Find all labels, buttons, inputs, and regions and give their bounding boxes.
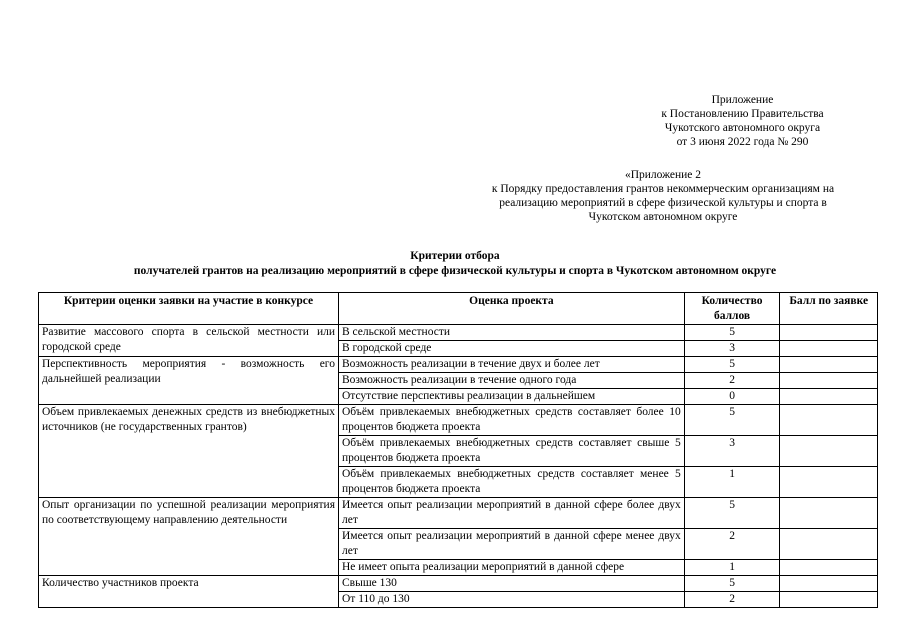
points-cell: 5 (684, 576, 780, 592)
option-cell: От 110 до 130 (339, 592, 685, 608)
score-cell[interactable] (780, 357, 878, 373)
header-score: Балл по заявке (780, 293, 878, 325)
option-cell: Не имеет опыта реализации мероприятий в данной сфере (339, 560, 685, 576)
score-cell[interactable] (780, 498, 878, 529)
header-assessment: Оценка проекта (339, 293, 685, 325)
table-header-row (39, 293, 878, 325)
points-cell: 5 (684, 357, 780, 373)
option-cell: Отсутствие перспективы реализации в дальнейшем (339, 389, 685, 405)
table-row (39, 325, 878, 341)
approval-line: к Постановлению Правительства (661, 108, 824, 120)
table-row (39, 405, 878, 436)
title-line: получателей грантов на реализацию мероприятий в сфере физической культуры и спорта в Чукотском автономном округе (133, 265, 777, 277)
annex-line: к Порядку предоставления грантов некоммерческим организациям на (491, 183, 835, 195)
option-cell: Имеется опыт реализации мероприятий в данной сфере более двух лет (339, 498, 685, 529)
annex-block (458, 168, 868, 224)
option-cell: Возможность реализации в течение двух и более лет (339, 357, 685, 373)
option-cell: Объём привлекаемых внебюджетных средств составляет более 10 процентов бюджета проекта (339, 405, 685, 436)
score-cell[interactable] (780, 576, 878, 592)
score-cell[interactable] (780, 560, 878, 576)
points-cell: 5 (684, 498, 780, 529)
score-cell[interactable] (780, 467, 878, 498)
score-cell[interactable] (780, 389, 878, 405)
title-line: Критерии отбора (410, 250, 500, 262)
table-row (39, 498, 878, 529)
approval-block (640, 93, 845, 149)
option-cell: Имеется опыт реализации мероприятий в данной сфере менее двух лет (339, 529, 685, 560)
document-title (40, 249, 870, 279)
header-criteria: Критерии оценки заявки на участие в конкурсе (39, 293, 339, 325)
points-cell: 2 (684, 373, 780, 389)
criteria-table (38, 292, 878, 608)
header-points: Количество баллов (684, 293, 780, 325)
points-cell: 2 (684, 529, 780, 560)
points-cell: 5 (684, 325, 780, 341)
approval-line: Приложение (711, 94, 774, 106)
option-cell: В городской среде (339, 341, 685, 357)
option-cell: Свыше 130 (339, 576, 685, 592)
points-cell: 0 (684, 389, 780, 405)
approval-line: от 3 июня 2022 года № 290 (676, 136, 809, 148)
criterion-cell: Объем привлекаемых денежных средств из внебюджетных источников (не государственных грантов) (39, 405, 339, 498)
criterion-cell: Опыт организации по успешной реализации мероприятия по соответствующему направлению деятельности (39, 498, 339, 576)
criterion-cell: Количество участников проекта (39, 576, 339, 608)
table-row (39, 357, 878, 373)
option-cell: Объём привлекаемых внебюджетных средств составляет менее 5 процентов бюджета проекта (339, 467, 685, 498)
score-cell[interactable] (780, 529, 878, 560)
table-row (39, 576, 878, 592)
points-cell: 3 (684, 341, 780, 357)
points-cell: 1 (684, 467, 780, 498)
score-cell[interactable] (780, 405, 878, 436)
points-cell: 3 (684, 436, 780, 467)
score-cell[interactable] (780, 325, 878, 341)
score-cell[interactable] (780, 592, 878, 608)
annex-line: Чукотском автономном округе (588, 211, 738, 223)
points-cell: 5 (684, 405, 780, 436)
points-cell: 2 (684, 592, 780, 608)
criterion-cell: Развитие массового спорта в сельской местности или городской среде (39, 325, 339, 357)
criterion-cell: Перспективность мероприятия - возможность его дальнейшей реализации (39, 357, 339, 405)
points-cell: 1 (684, 560, 780, 576)
option-cell: В сельской местности (339, 325, 685, 341)
score-cell[interactable] (780, 341, 878, 357)
approval-line: Чукотского автономного округа (664, 122, 821, 134)
option-cell: Объём привлекаемых внебюджетных средств составляет свыше 5 процентов бюджета проекта (339, 436, 685, 467)
score-cell[interactable] (780, 373, 878, 389)
annex-line: «Приложение 2 (624, 169, 702, 181)
option-cell: Возможность реализации в течение одного года (339, 373, 685, 389)
annex-line: реализацию мероприятий в сфере физической культуры и спорта в (499, 197, 827, 209)
score-cell[interactable] (780, 436, 878, 467)
